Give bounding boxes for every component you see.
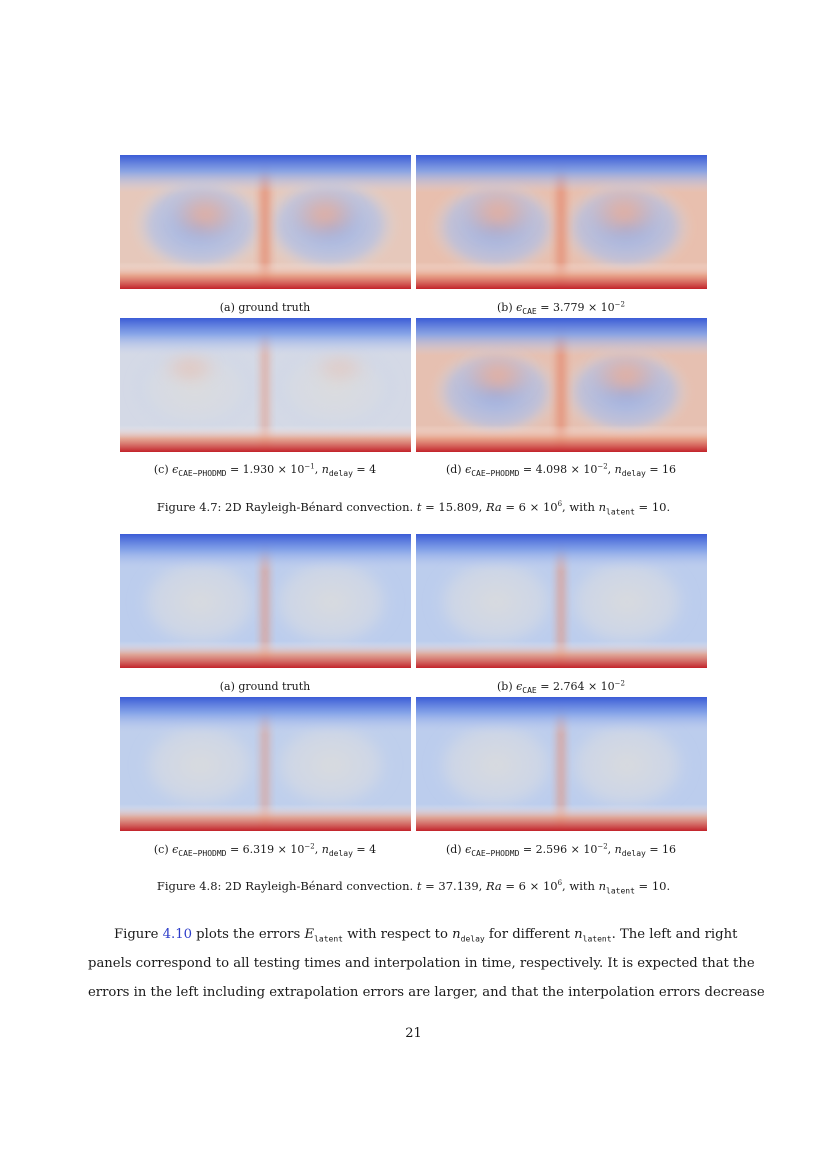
text-run: with respect to	[343, 927, 453, 942]
subcaption-label: (c)	[153, 463, 173, 476]
error-value: = 4.098 × 10	[519, 463, 598, 476]
figure-4-8-panel-d	[416, 697, 707, 831]
error-exponent: −2	[614, 679, 625, 688]
figure-4-8-panel-b	[416, 534, 707, 668]
caption-ra: Ra	[485, 500, 502, 514]
caption-prefix: Figure 4.8: 2D Rayleigh-Bénard convection.	[156, 879, 417, 893]
paragraph-line-2: panels correspond to all testing times and interpolation in time, respectively. It is expected that the	[88, 956, 755, 971]
caption-ra-exp: 6	[557, 879, 563, 888]
delay-subscript: delay	[328, 849, 353, 859]
caption-t: t	[416, 500, 422, 514]
caption-t: t	[416, 879, 422, 893]
error-value: = 6.319 × 10	[226, 843, 305, 856]
error-exponent: −2	[597, 462, 608, 471]
rb-field-phodmd-delay16-plot	[416, 318, 707, 452]
figure-4-7-caption-b	[411, 301, 711, 315]
caption-with: , with	[562, 879, 599, 893]
error-exponent: −1	[304, 462, 315, 471]
page-number: 21	[405, 1026, 422, 1041]
caption-n-sub: latent	[606, 886, 635, 896]
epsilon-symbol: ϵ	[465, 843, 472, 856]
body-paragraph	[88, 920, 765, 1007]
rb-field-phodmd-delay4-plot	[120, 318, 411, 452]
caption-t-value: = 15.809,	[421, 500, 486, 514]
epsilon-symbol: ϵ	[516, 301, 523, 314]
subcaption-label: (b)	[497, 680, 517, 693]
math-n-sub: latent	[582, 934, 612, 944]
figure-4-7-panel-c	[120, 318, 411, 452]
figure-4-7-caption-d: (d) $\epsilon_{CAE-PHODMD} = 4.098 \times 10^{-2}$, $n_{delay} = 16$	[445, 462, 677, 479]
delay-value: = 4	[352, 843, 377, 856]
epsilon-symbol: ϵ	[172, 463, 179, 476]
caption-n-value: = 10.	[634, 879, 671, 893]
rb-field-truth-plot	[120, 155, 411, 289]
text-run: for different	[484, 927, 575, 942]
error-value: = 2.764 × 10	[536, 680, 615, 693]
paragraph-line-3: errors in the left including extrapolation errors are larger, and that the interpolation errors decrease	[88, 985, 765, 1000]
math-n-sub: delay	[460, 934, 485, 944]
figure-4-7-caption-c: (c) $\epsilon_{CAE-PHODMD} = 1.930 \times 10^{-1}$, $n_{delay} = 4$	[153, 462, 377, 479]
figure-4-8-panel-c	[120, 697, 411, 831]
error-exponent: −2	[304, 842, 315, 851]
paragraph-line-1	[88, 920, 740, 949]
caption-ra-value: = 6 × 10	[501, 879, 558, 893]
subcaption-label: (d)	[445, 463, 466, 476]
caption-t-value: = 37.139,	[421, 879, 486, 893]
math-n: n	[574, 927, 583, 942]
subcaption-label: (a) ground truth	[219, 680, 311, 693]
caption-with: , with	[562, 500, 599, 514]
error-exponent: −2	[614, 300, 625, 309]
figure-4-8-caption-b	[411, 680, 711, 694]
caption-ra-exp: 6	[557, 500, 563, 509]
error-value: = 2.596 × 10	[519, 843, 598, 856]
n-symbol: n	[614, 463, 622, 476]
caption-ra: Ra	[485, 879, 502, 893]
subcaption-label: (d)	[445, 843, 466, 856]
rb-field-cae-plot	[416, 534, 707, 668]
figure-4-8-caption-a	[115, 680, 415, 694]
epsilon-subscript: CAE−PHODMD	[178, 469, 227, 479]
epsilon-symbol: ϵ	[516, 680, 523, 693]
subcaption-label: (b)	[497, 301, 517, 314]
error-value: = 1.930 × 10	[226, 463, 305, 476]
caption-n-value: = 10.	[634, 500, 671, 514]
figure-4-7-caption-a	[115, 301, 415, 315]
rb-field-cae-plot	[416, 155, 707, 289]
text-run: . The left and right	[611, 927, 738, 942]
error-value: = 3.779 × 10	[536, 301, 615, 314]
math-n: n	[452, 927, 461, 942]
epsilon-subscript: CAE−PHODMD	[471, 849, 520, 859]
caption-n-sub: latent	[606, 507, 635, 517]
epsilon-symbol: ϵ	[465, 463, 472, 476]
figure-4-7-panel-d	[416, 318, 707, 452]
n-symbol: n	[321, 843, 329, 856]
delay-subscript: delay	[621, 469, 646, 479]
figure-reference-link[interactable]: 4.10	[162, 927, 192, 942]
delay-value: = 16	[645, 463, 677, 476]
delay-value: = 16	[645, 843, 677, 856]
caption-n: n	[598, 879, 606, 893]
math-e: E	[304, 927, 315, 942]
figure-4-8-panel-a	[120, 534, 411, 668]
error-exponent: −2	[597, 842, 608, 851]
epsilon-subscript: CAE−PHODMD	[178, 849, 227, 859]
epsilon-symbol: ϵ	[172, 843, 179, 856]
rb-field-phodmd-delay4-plot	[120, 697, 411, 831]
epsilon-subscript: CAE−PHODMD	[471, 469, 520, 479]
n-symbol: n	[321, 463, 329, 476]
rb-field-phodmd-delay16-plot	[416, 697, 707, 831]
epsilon-subscript: CAE	[522, 307, 537, 317]
text-run: plots the errors	[191, 927, 305, 942]
caption-ra-value: = 6 × 10	[501, 500, 558, 514]
figure-4-7-caption	[0, 500, 827, 517]
rb-field-truth-plot	[120, 534, 411, 668]
figure-4-8-caption-c: (c) $\epsilon_{CAE-PHODMD} = 6.319 \times 10^{-2}$, $n_{delay} = 4$	[153, 842, 377, 859]
n-symbol: n	[614, 843, 622, 856]
caption-n: n	[598, 500, 606, 514]
subcaption-label: (c)	[153, 843, 173, 856]
text-run: Figure	[114, 927, 163, 942]
figure-4-7-panel-b	[416, 155, 707, 289]
epsilon-subscript: CAE	[522, 686, 537, 696]
figure-4-8-caption	[0, 879, 827, 896]
delay-value: = 4	[352, 463, 377, 476]
delay-subscript: delay	[328, 469, 353, 479]
subcaption-label: (a) ground truth	[219, 301, 311, 314]
delay-subscript: delay	[621, 849, 646, 859]
figure-4-7-panel-a	[120, 155, 411, 289]
math-e-sub: latent	[314, 934, 343, 944]
caption-prefix: Figure 4.7: 2D Rayleigh-Bénard convection.	[156, 500, 417, 514]
figure-4-8-caption-d: (d) $\epsilon_{CAE-PHODMD} = 2.596 \times 10^{-2}$, $n_{delay} = 16$	[445, 842, 677, 859]
